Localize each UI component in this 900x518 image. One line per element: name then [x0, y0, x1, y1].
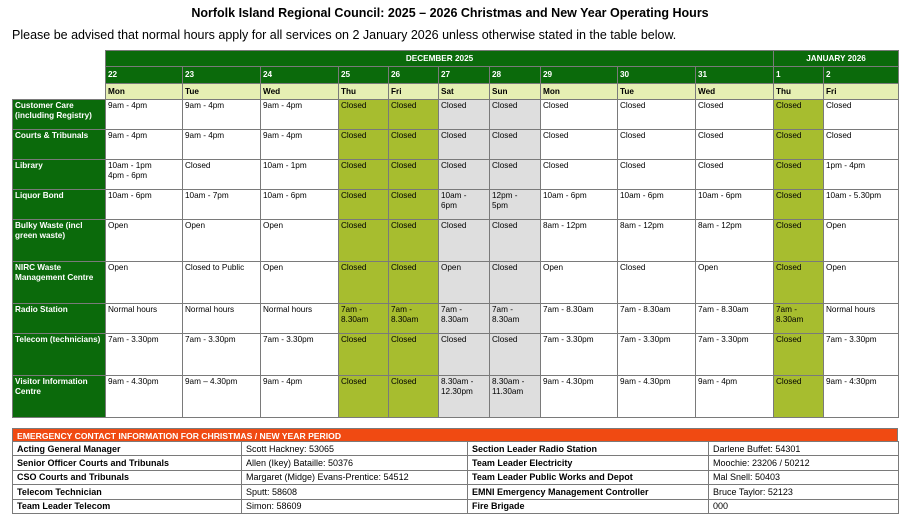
hours-cell: Closed	[389, 130, 439, 160]
hours-cell: Closed	[439, 220, 490, 262]
hours-cell: 7am - 3.30pm	[261, 334, 339, 376]
hours-cell: 9am - 4pm	[183, 130, 261, 160]
hours-cell: 8am - 12pm	[541, 220, 618, 262]
corner-cell	[13, 51, 106, 67]
hours-cell: Closed	[541, 130, 618, 160]
emergency-heading: EMERGENCY CONTACT INFORMATION FOR CHRISTMAS / NEW YEAR PERIOD	[12, 428, 898, 441]
contact-detail: Mal Snell: 50403	[709, 470, 899, 484]
hours-cell: Closed	[824, 130, 899, 160]
hours-cell: 10am - 6pm	[106, 190, 183, 220]
hours-cell: Closed	[490, 100, 541, 130]
day-number-row	[13, 67, 899, 84]
contact-detail: Bruce Taylor: 52123	[709, 485, 899, 499]
service-row	[13, 304, 899, 334]
hours-cell: Closed	[774, 160, 824, 190]
hours-cell: Closed	[490, 160, 541, 190]
hours-cell: Closed	[439, 130, 490, 160]
hours-cell: 1pm - 4pm	[824, 160, 899, 190]
hours-cell: Closed	[389, 100, 439, 130]
hours-cell: Closed	[774, 190, 824, 220]
hours-cell: 10am - 1pm	[261, 160, 339, 190]
hours-cell: 7am - 8.30am	[439, 304, 490, 334]
hours-cell: Closed	[618, 130, 696, 160]
hours-cell: Closed	[339, 160, 389, 190]
hours-cell: 7am - 8.30am	[339, 304, 389, 334]
hours-cell: 10am - 6pm	[541, 190, 618, 220]
hours-cell: Closed	[389, 262, 439, 304]
hours-cell: 9am - 4pm	[106, 130, 183, 160]
hours-cell: 10am - 1pm 4pm - 6pm	[106, 160, 183, 190]
hours-cell: Open	[824, 262, 899, 304]
service-row	[13, 334, 899, 376]
contact-role: Acting General Manager	[13, 442, 242, 456]
hours-cell: Open	[106, 262, 183, 304]
operating-hours-table	[12, 50, 899, 418]
hours-cell: Closed	[339, 376, 389, 418]
service-name: Liquor Bond	[13, 190, 106, 220]
hours-cell: Closed	[389, 376, 439, 418]
day-number: 29	[541, 67, 618, 84]
hours-cell: Closed	[439, 334, 490, 376]
hours-cell: 9am - 4pm	[261, 376, 339, 418]
day-name: Wed	[261, 84, 339, 100]
hours-cell: Closed	[696, 130, 774, 160]
hours-cell: 10am - 7pm	[183, 190, 261, 220]
service-row	[13, 190, 899, 220]
service-name: Bulky Waste (incl green waste)	[13, 220, 106, 262]
day-name: Mon	[106, 84, 183, 100]
service-row	[13, 262, 899, 304]
hours-cell: 7am - 3.30pm	[618, 334, 696, 376]
hours-cell: Closed	[339, 130, 389, 160]
day-number: 31	[696, 67, 774, 84]
hours-cell: Closed	[490, 130, 541, 160]
day-name: Fri	[824, 84, 899, 100]
hours-cell: Closed	[541, 160, 618, 190]
contact-detail: Darlene Buffet: 54301	[709, 442, 899, 456]
day-number: 30	[618, 67, 696, 84]
hours-cell: Closed	[774, 130, 824, 160]
service-name: Customer Care (including Registry)	[13, 100, 106, 130]
day-name: Wed	[696, 84, 774, 100]
hours-cell: 9am – 4.30pm	[183, 376, 261, 418]
hours-cell: Closed	[774, 334, 824, 376]
contact-role: Telecom Technician	[13, 485, 242, 499]
hours-cell: 9am - 4pm	[261, 100, 339, 130]
hours-cell: 9am - 4pm	[696, 376, 774, 418]
hours-cell: 9am - 4.30pm	[541, 376, 618, 418]
service-name: Telecom (technicians)	[13, 334, 106, 376]
hours-cell: Closed	[183, 160, 261, 190]
service-name: Library	[13, 160, 106, 190]
emergency-body	[13, 442, 899, 514]
hours-cell: Closed	[774, 376, 824, 418]
service-name: Radio Station	[13, 304, 106, 334]
contact-detail: Margaret (Midge) Evans-Prentice: 54512	[242, 470, 468, 484]
hours-cell: Normal hours	[106, 304, 183, 334]
hours-cell: 9am - 4:30pm	[824, 376, 899, 418]
hours-cell: Open	[696, 262, 774, 304]
contact-detail: Scott Hackney: 53065	[242, 442, 468, 456]
hours-cell: Closed	[389, 220, 439, 262]
hours-cell: 12pm - 5pm	[490, 190, 541, 220]
hours-cell: Closed	[696, 160, 774, 190]
day-name: Thu	[339, 84, 389, 100]
hours-cell: Closed	[618, 100, 696, 130]
hours-cell: Closed	[490, 220, 541, 262]
service-row	[13, 100, 899, 130]
contact-detail: Allen (Ikey) Bataille: 50376	[242, 456, 468, 470]
hours-cell: 7am - 8.30am	[541, 304, 618, 334]
month-header-january: JANUARY 2026	[774, 51, 899, 67]
hours-cell: 10am - 6pm	[439, 190, 490, 220]
hours-cell: 9am - 4.30pm	[106, 376, 183, 418]
page-subtitle: Please be advised that normal hours apply for all services on 2 January 2026 unless otherwise stated in the table below.	[12, 28, 677, 42]
hours-cell: Closed	[774, 100, 824, 130]
hours-cell: Closed	[339, 100, 389, 130]
day-number: 27	[439, 67, 490, 84]
day-name-row	[13, 84, 899, 100]
emergency-row	[13, 485, 899, 499]
day-number: 2	[824, 67, 899, 84]
service-name: Courts & Tribunals	[13, 130, 106, 160]
day-number: 1	[774, 67, 824, 84]
contact-detail: 000	[709, 499, 899, 513]
service-row	[13, 160, 899, 190]
hours-cell: Closed	[339, 190, 389, 220]
hours-cell: 10am - 6pm	[261, 190, 339, 220]
hours-cell: Closed	[618, 262, 696, 304]
page-title: Norfolk Island Regional Council: 2025 – 2026 Christmas and New Year Operating Hours	[191, 6, 709, 20]
hours-cell: 10am - 6pm	[696, 190, 774, 220]
contact-detail: Simon: 58609	[242, 499, 468, 513]
contact-role: Section Leader Radio Station	[468, 442, 709, 456]
hours-cell: 9am - 4pm	[106, 100, 183, 130]
hours-cell: Open	[183, 220, 261, 262]
hours-cell: Closed	[774, 220, 824, 262]
corner-cell	[13, 67, 106, 84]
day-name: Tue	[618, 84, 696, 100]
hours-cell: Closed	[824, 100, 899, 130]
hours-cell: 7am - 3.30pm	[106, 334, 183, 376]
emergency-row	[13, 456, 899, 470]
emergency-row	[13, 442, 899, 456]
emergency-row	[13, 470, 899, 484]
hours-cell: 9am - 4pm	[261, 130, 339, 160]
hours-cell: Open	[261, 262, 339, 304]
service-name: NIRC Waste Management Centre	[13, 262, 106, 304]
contact-detail: Sputt: 58608	[242, 485, 468, 499]
hours-cell: Closed	[618, 160, 696, 190]
day-number: 25	[339, 67, 389, 84]
hours-cell: 7am - 8.30am	[389, 304, 439, 334]
day-name: Sun	[490, 84, 541, 100]
day-number: 23	[183, 67, 261, 84]
hours-cell: Closed to Public	[183, 262, 261, 304]
hours-cell: 10am - 5.30pm	[824, 190, 899, 220]
hours-cell: Closed	[439, 160, 490, 190]
contact-detail: Moochie: 23206 / 50212	[709, 456, 899, 470]
hours-cell: Closed	[774, 262, 824, 304]
day-number: 26	[389, 67, 439, 84]
day-name: Tue	[183, 84, 261, 100]
hours-cell: Closed	[490, 262, 541, 304]
day-number: 28	[490, 67, 541, 84]
month-header-december: DECEMBER 2025	[106, 51, 774, 67]
service-row	[13, 376, 899, 418]
service-name: Visitor Information Centre	[13, 376, 106, 418]
contact-role: CSO Courts and Tribunals	[13, 470, 242, 484]
hours-cell: Closed	[389, 160, 439, 190]
contact-role: Team Leader Public Works and Depot	[468, 470, 709, 484]
hours-cell: Normal hours	[183, 304, 261, 334]
hours-cell: Open	[824, 220, 899, 262]
hours-cell: Closed	[439, 100, 490, 130]
hours-cell: Closed	[541, 100, 618, 130]
contact-role: Fire Brigade	[468, 499, 709, 513]
hours-cell: Normal hours	[261, 304, 339, 334]
hours-cell: Closed	[389, 334, 439, 376]
hours-cell: Closed	[389, 190, 439, 220]
hours-cell: 7am - 3.30pm	[824, 334, 899, 376]
hours-cell: 7am - 8.30am	[696, 304, 774, 334]
hours-cell: 8am - 12pm	[696, 220, 774, 262]
contact-role: Senior Officer Courts and Tribunals	[13, 456, 242, 470]
hours-cell: Open	[541, 262, 618, 304]
day-name: Mon	[541, 84, 618, 100]
hours-cell: Closed	[490, 334, 541, 376]
emergency-contacts	[12, 428, 898, 514]
hours-cell: 8.30am - 11.30am	[490, 376, 541, 418]
contact-role: Team Leader Electricity	[468, 456, 709, 470]
hours-cell: 9am - 4.30pm	[618, 376, 696, 418]
contact-role: Team Leader Telecom	[13, 499, 242, 513]
hours-cell: Closed	[696, 100, 774, 130]
emergency-contacts-table	[12, 441, 899, 514]
hours-body	[13, 100, 899, 418]
hours-cell: Normal hours	[824, 304, 899, 334]
hours-cell: 9am - 4pm	[183, 100, 261, 130]
hours-cell: Open	[261, 220, 339, 262]
contact-role: EMNI Emergency Management Controller	[468, 485, 709, 499]
service-row	[13, 220, 899, 262]
hours-cell: Open	[106, 220, 183, 262]
hours-cell: Closed	[339, 220, 389, 262]
hours-cell: 7am - 3.30pm	[696, 334, 774, 376]
hours-cell: Closed	[339, 262, 389, 304]
hours-cell: 7am - 3.30pm	[541, 334, 618, 376]
hours-cell: 7am - 8.30am	[490, 304, 541, 334]
day-name: Thu	[774, 84, 824, 100]
day-number: 22	[106, 67, 183, 84]
emergency-row	[13, 499, 899, 513]
hours-cell: 8am - 12pm	[618, 220, 696, 262]
day-name: Sat	[439, 84, 490, 100]
hours-cell: 7am - 3.30pm	[183, 334, 261, 376]
day-name: Fri	[389, 84, 439, 100]
service-row	[13, 130, 899, 160]
day-number: 24	[261, 67, 339, 84]
hours-cell: Open	[439, 262, 490, 304]
hours-cell: 7am - 8.30am	[774, 304, 824, 334]
hours-cell: 8.30am - 12.30pm	[439, 376, 490, 418]
hours-cell: Closed	[339, 334, 389, 376]
corner-cell	[13, 84, 106, 100]
hours-cell: 7am - 8.30am	[618, 304, 696, 334]
hours-cell: 10am - 6pm	[618, 190, 696, 220]
